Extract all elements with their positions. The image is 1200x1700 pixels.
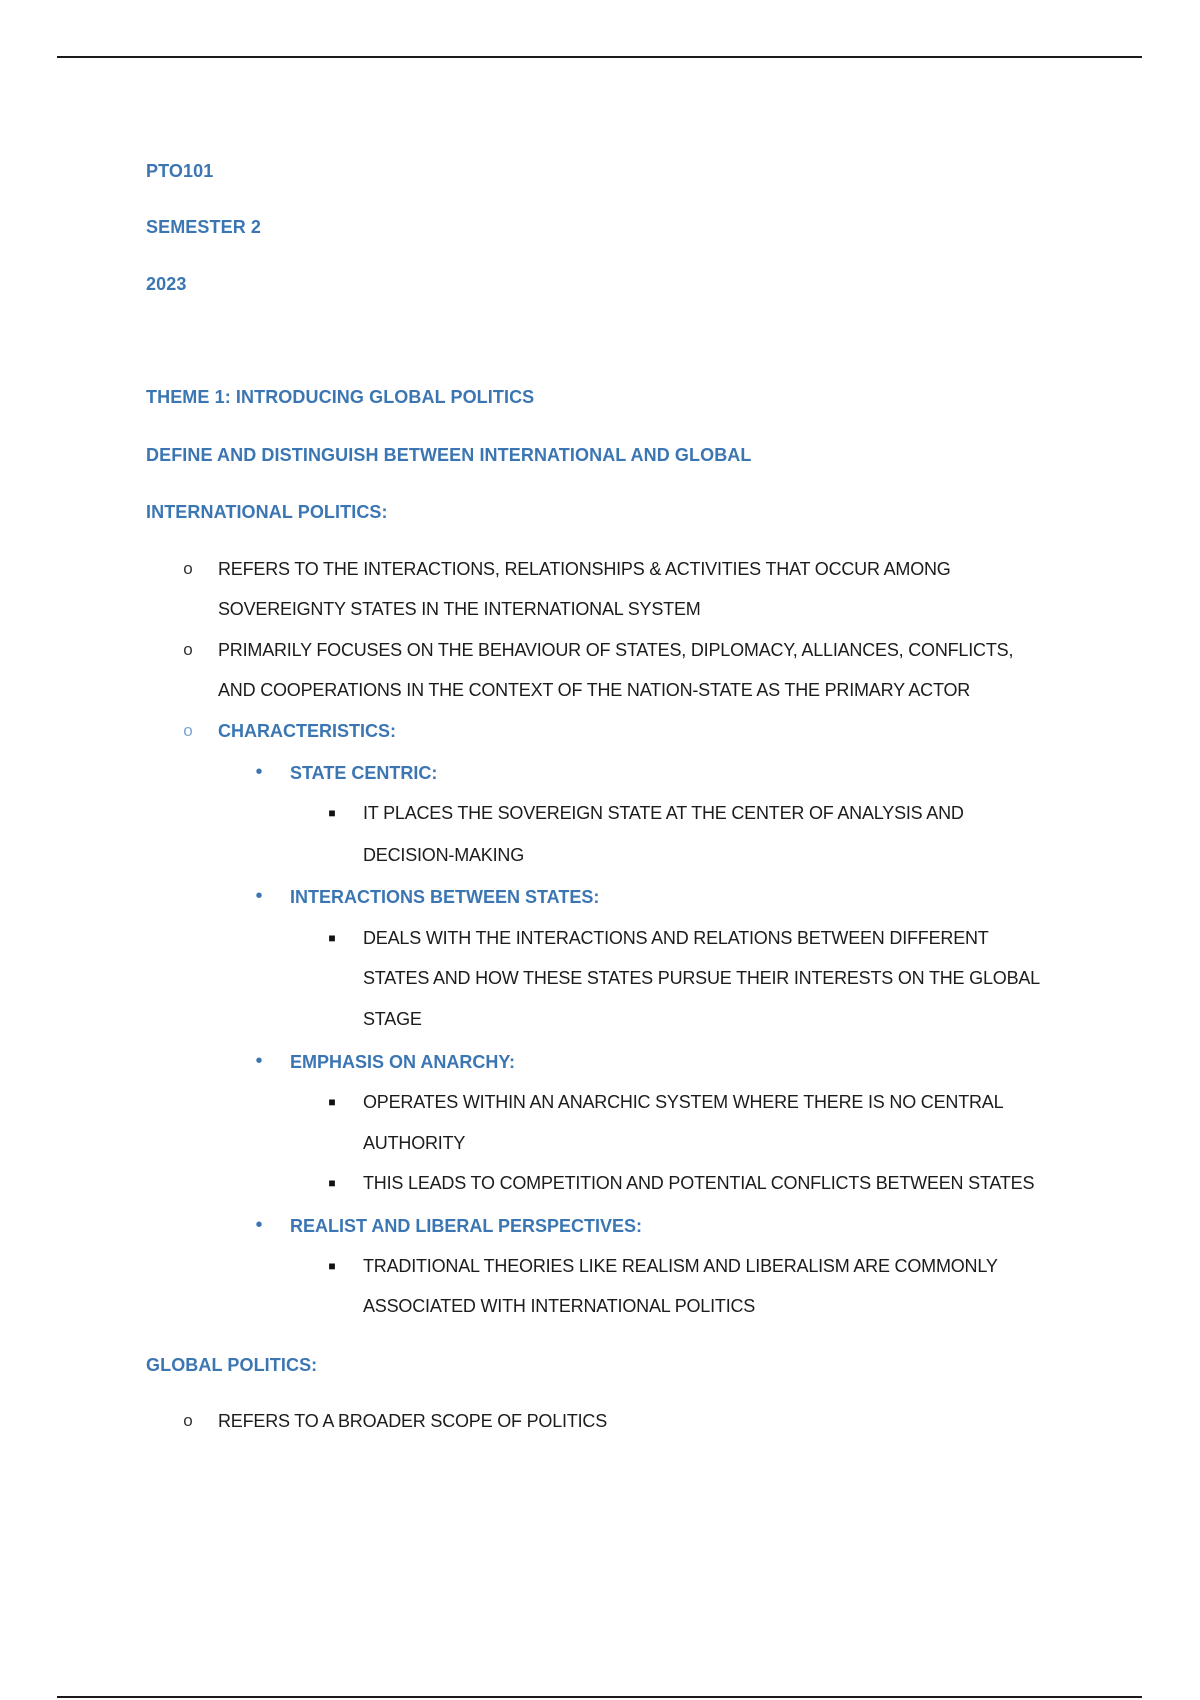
square-bullet-icon: ■: [328, 806, 336, 820]
perspectives-detail-line-1: TRADITIONAL THEORIES LIKE REALISM AND LIBERALISM ARE COMMONLY: [363, 1256, 998, 1276]
square-bullet-icon: ■: [328, 1259, 336, 1273]
state-centric-detail-line-2: DECISION-MAKING: [363, 845, 525, 865]
international-point-2-line-1: PRIMARILY FOCUSES ON THE BEHAVIOUR OF STATES, DIPLOMACY, ALLIANCES, CONFLICTS,: [218, 640, 1014, 660]
theme-title: THEME 1: INTRODUCING GLOBAL POLITICS: [146, 387, 535, 407]
square-bullet-icon: ■: [328, 1176, 336, 1190]
circle-bullet-icon: o: [183, 640, 193, 659]
anarchy-detail-1-line-2: AUTHORITY: [363, 1133, 466, 1153]
course-code: PTO101: [146, 161, 214, 181]
characteristics-label: CHARACTERISTICS:: [218, 721, 396, 741]
dot-bullet-icon: •: [255, 761, 263, 783]
anarchy-label: EMPHASIS ON ANARCHY:: [290, 1052, 516, 1072]
dot-bullet-icon: •: [255, 1050, 263, 1072]
perspectives-detail-line-2: ASSOCIATED WITH INTERNATIONAL POLITICS: [363, 1296, 756, 1316]
anarchy-detail-2: THIS LEADS TO COMPETITION AND POTENTIAL CONFLICTS BETWEEN STATES: [363, 1173, 1035, 1193]
international-point-1-line-1: REFERS TO THE INTERACTIONS, RELATIONSHIPS & ACTIVITIES THAT OCCUR AMONG: [218, 559, 951, 579]
theme-subtitle: DEFINE AND DISTINGUISH BETWEEN INTERNATIONAL AND GLOBAL: [146, 445, 752, 465]
dot-bullet-icon: •: [255, 1214, 263, 1236]
year-label: 2023: [146, 274, 187, 294]
dot-bullet-icon: •: [255, 885, 263, 907]
interactions-detail-line-2: STATES AND HOW THESE STATES PURSUE THEIR INTERESTS ON THE GLOBAL: [363, 968, 1040, 988]
state-centric-detail-line-1: IT PLACES THE SOVEREIGN STATE AT THE CENTER OF ANALYSIS AND: [363, 803, 964, 823]
semester-label: SEMESTER 2: [146, 217, 262, 237]
interactions-detail-line-3: STAGE: [363, 1009, 422, 1029]
interactions-detail-line-1: DEALS WITH THE INTERACTIONS AND RELATIONS BETWEEN DIFFERENT: [363, 928, 989, 948]
global-point-1: REFERS TO A BROADER SCOPE OF POLITICS: [218, 1411, 608, 1431]
bottom-rule: [57, 1696, 1142, 1698]
circle-bullet-icon: o: [183, 721, 193, 740]
global-politics-heading: GLOBAL POLITICS:: [146, 1355, 318, 1375]
perspectives-label: REALIST AND LIBERAL PERSPECTIVES:: [290, 1216, 643, 1236]
square-bullet-icon: ■: [328, 1095, 336, 1109]
circle-bullet-icon: o: [183, 1411, 193, 1430]
international-politics-heading: INTERNATIONAL POLITICS:: [146, 502, 388, 522]
international-point-2-line-2: AND COOPERATIONS IN THE CONTEXT OF THE NATION-STATE AS THE PRIMARY ACTOR: [218, 680, 971, 700]
circle-bullet-icon: o: [183, 559, 193, 578]
international-point-1-line-2: SOVEREIGNTY STATES IN THE INTERNATIONAL SYSTEM: [218, 599, 701, 619]
state-centric-label: STATE CENTRIC:: [290, 763, 438, 783]
square-bullet-icon: ■: [328, 931, 336, 945]
anarchy-detail-1-line-1: OPERATES WITHIN AN ANARCHIC SYSTEM WHERE THERE IS NO CENTRAL: [363, 1092, 1004, 1112]
interactions-label: INTERACTIONS BETWEEN STATES:: [290, 887, 600, 907]
